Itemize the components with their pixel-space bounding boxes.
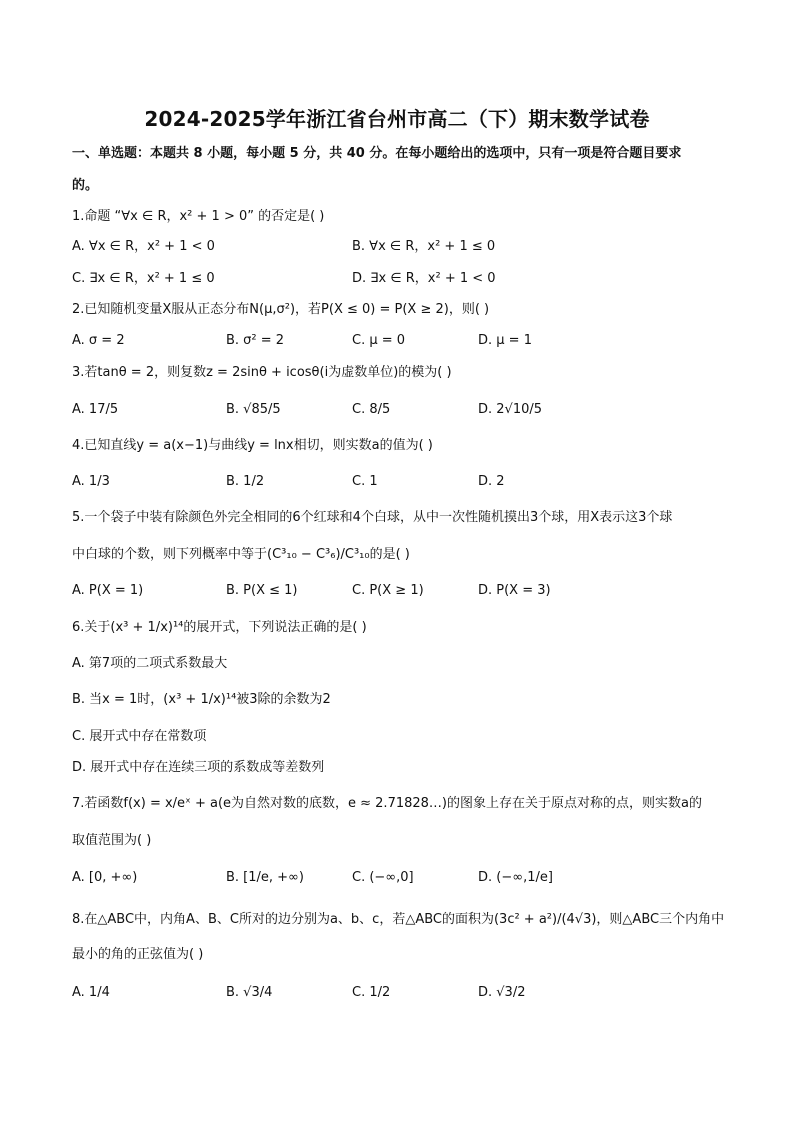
question-2-stem: 2.已知随机变量X服从正态分布N(μ,σ²)，若P(X ≤ 0) = P(X ≥ 2)，则( ) [72,302,490,317]
question-6-option-b: B. 当x = 1时，(x³ + 1/x)¹⁴被3除的余数为2 [72,692,331,707]
question-2-option-a: A. σ = 2 [72,333,125,348]
question-4-option-b: B. 1/2 [226,474,265,489]
question-3-option-d: D. 2√10/5 [478,402,543,417]
question-1-stem: 1.命题 “∀x ∈ R，x² + 1 > 0” 的否定是( ) [72,209,325,224]
question-2-option-d: D. μ = 1 [478,333,532,348]
section-instructions-line1: 一、单选题：本题共 8 小题，每小题 5 分，共 40 分。在每小题给出的选项中，只有一项是符合题目要求 [72,146,682,161]
page-title: 2024-2025学年浙江省台州市高二（下）期末数学试卷 [144,107,650,131]
section-instructions-line2: 的。 [72,178,99,193]
question-7-option-d: D. (−∞,1/e] [478,870,553,885]
question-6-option-a: A. 第7项的二项式系数最大 [72,656,228,671]
question-8-option-b: B. √3/4 [226,985,273,1000]
question-8-stem-line2: 最小的角的正弦值为( ) [72,947,204,962]
question-3-option-c: C. 8/5 [352,402,391,417]
question-6-option-c: C. 展开式中存在常数项 [72,729,207,744]
question-7-option-b: B. [1/e, +∞) [226,870,304,885]
question-6-option-d: D. 展开式中存在连续三项的系数成等差数列 [72,760,325,775]
question-8-option-d: D. √3/2 [478,985,526,1000]
question-6-stem: 6.关于(x³ + 1/x)¹⁴的展开式，下列说法正确的是( ) [72,620,367,635]
question-4-stem: 4.已知直线y = a(x−1)与曲线y = lnx相切，则实数a的值为( ) [72,438,433,453]
question-2-option-c: C. μ = 0 [352,333,406,348]
question-8-stem-line1: 8.在△ABC中，内角A、B、C所对的边分别为a、b、c，若△ABC的面积为(3c² + a²)/(4√3)，则△ABC三个内角中 [72,912,725,927]
question-8-option-c: C. 1/2 [352,985,391,1000]
question-5-option-a: A. P(X = 1) [72,583,144,598]
question-7-stem-line2: 取值范围为( ) [72,833,152,848]
question-5-option-d: D. P(X = 3) [478,583,551,598]
question-7-option-a: A. [0, +∞) [72,870,138,885]
question-5-option-b: B. P(X ≤ 1) [226,583,298,598]
question-4-option-c: C. 1 [352,474,378,489]
question-5-stem-line2: 中白球的个数，则下列概率中等于(C³₁₀ − C³₆)/C³₁₀的是( ) [72,547,410,562]
question-2-option-b: B. σ² = 2 [226,333,285,348]
question-5-option-c: C. P(X ≥ 1) [352,583,424,598]
question-1-option-d: D. ∃x ∈ R，x² + 1 < 0 [352,271,496,286]
question-3-option-a: A. 17/5 [72,402,119,417]
question-4-option-a: A. 1/3 [72,474,110,489]
question-7-stem-line1: 7.若函数f(x) = x/eˣ + a(e为自然对数的底数，e ≈ 2.71828…)的图象上存在关于原点对称的点，则实数a的 [72,796,702,811]
question-1-option-c: C. ∃x ∈ R，x² + 1 ≤ 0 [72,271,215,286]
question-1-option-a: A. ∀x ∈ R，x² + 1 < 0 [72,239,215,254]
question-7-option-c: C. (−∞,0] [352,870,414,885]
question-4-option-d: D. 2 [478,474,505,489]
question-3-stem: 3.若tanθ = 2，则复数z = 2sinθ + icosθ(i为虚数单位)的模为( ) [72,365,452,380]
question-5-stem-line1: 5.一个袋子中装有除颜色外完全相同的6个红球和4个白球，从中一次性随机摸出3个球，用X表示这3个球 [72,510,673,525]
question-8-option-a: A. 1/4 [72,985,110,1000]
question-1-option-b: B. ∀x ∈ R，x² + 1 ≤ 0 [352,239,496,254]
question-3-option-b: B. √85/5 [226,402,281,417]
